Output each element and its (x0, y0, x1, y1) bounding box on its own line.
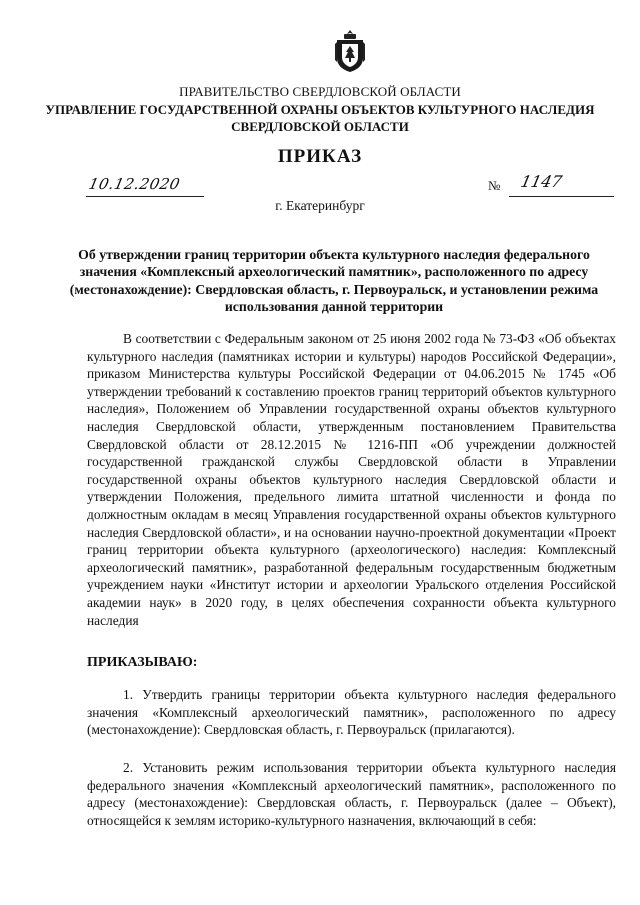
city-line: г. Екатеринбург (275, 198, 365, 213)
number-label: № (488, 178, 501, 193)
order-item-1: 1. Утвердить границы территории объекта культурного наследия федерального значения «Комплексный археологический памятник», расположенного по адресу (местонахождение): Свердловская область, г. Первоуральск (прилагаются). (87, 687, 616, 738)
order-word: ПРИКАЗЫВАЮ: (87, 655, 198, 670)
department-name: УПРАВЛЕНИЕ ГОСУДАРСТВЕННОЙ ОХРАНЫ ОБЪЕКТОВ КУЛЬТУРНОГО НАСЛЕДИЯ СВЕРДЛОВСКОЙ ОБЛАСТИ (45, 102, 595, 134)
order-item-2: 2. Установить режим использования территории объекта культурного наследия федерального значения «Комплексный археологический памятник», расположенного по адресу (местонахождение): Свердловская область, г. Первоуральск (далее – Объект), относящейся к землям историко-культурного назначения, включающий в себя: (87, 760, 616, 828)
document-type-heading: ПРИКАЗ (277, 146, 363, 167)
document-title: Об утверждении границ территории объекта культурного наследия федерального значения «Комплексный археологический памятник», расположенного по адресу (местонахождение): Свердловская область, г. Первоуральск, и установлении режима использования данной территории (69, 247, 599, 315)
number-field (509, 172, 614, 197)
date-field (86, 175, 204, 197)
regional-coat-of-arms-icon (333, 28, 367, 74)
preamble-paragraph: В соответствии с Федеральным законом от 25 июня 2002 года № 73-ФЗ «Об объектах культурного наследия (памятниках истории и культуры) народов Российской Федерации», приказом Министерства культуры Российской Федерации от 04.06.2015 № 1745 «Об утверждении требований к составлению проектов границ территорий объектов культурного наследия», Положением об Управлении государственной охраны объектов культурного наследия Свердловской области, утвержденным постановлением Правительства Свердловской области от 28.12.2015 № 1216-ПП «Об учреждении должностей государственной гражданской службы Свердловской области в Управлении государственной охраны объектов культурного наследия Свердловской области и утверждении Положения, предельного лимита штатной численности и фонда по должностным окладам в месяц Управления государственной охраны объектов культурного наследия Свердловской области», и на основании научно-проектной документации «Проект границ территории объекта культурного (археологического) наследия: Комплексный археологический памятник», разработанной федеральным государственным бюджетным учреждением науки «Институт истории и археологии Уральского отделения Российской академии наук» в 2020 году, в целях обеспечения сохранности объекта культурного наследия (87, 331, 616, 628)
handwritten-number: 1147 (518, 172, 564, 191)
handwritten-date: 10.12.2020 (87, 175, 182, 193)
government-name: ПРАВИТЕЛЬСТВО СВЕРДЛОВСКОЙ ОБЛАСТИ (179, 84, 461, 99)
